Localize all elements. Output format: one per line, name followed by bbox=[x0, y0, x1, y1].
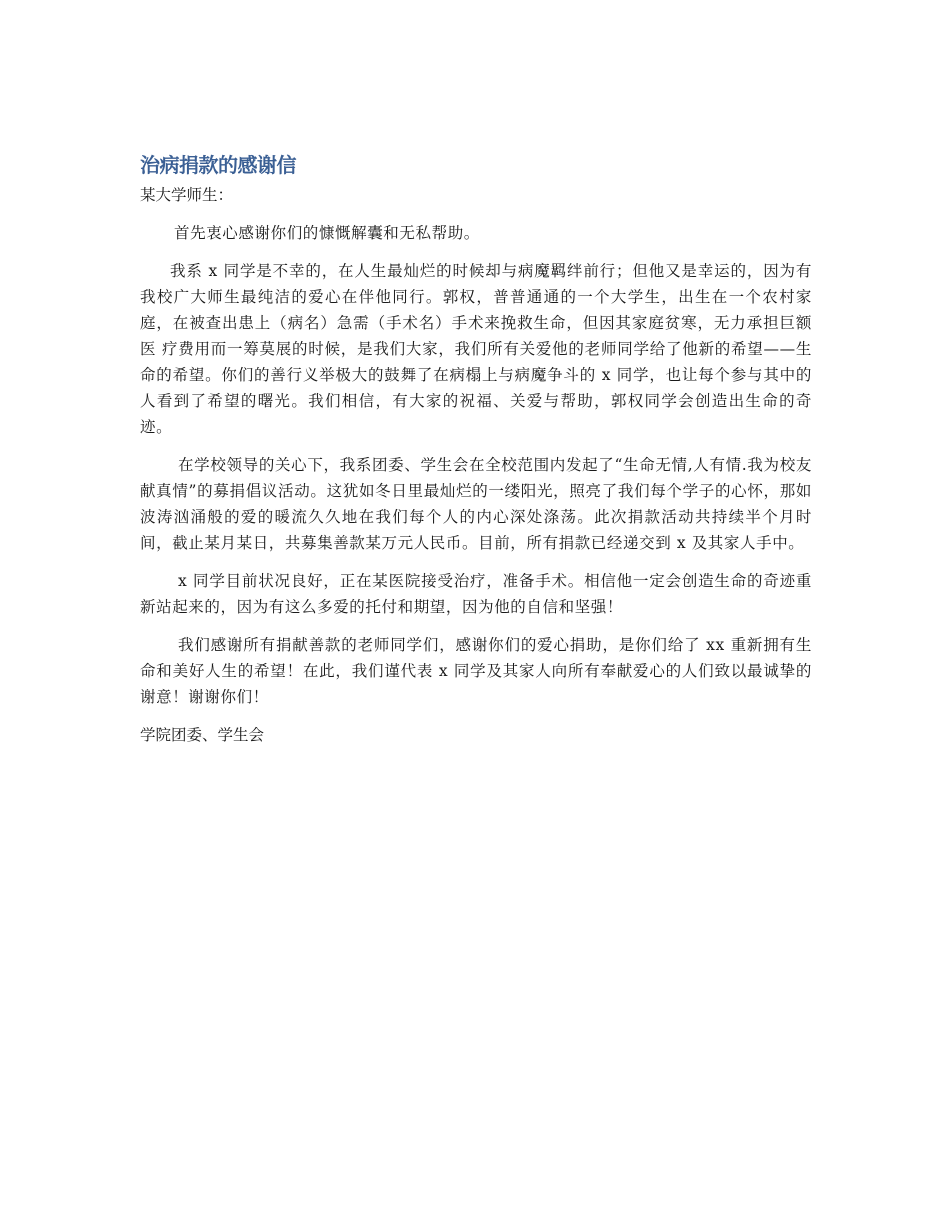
paragraph-campaign: 在学校领导的关心下，我系团委、学生会在全校范围内发起了“生命无情,人有情.我为校友献真情”的募捐倡议活动。这犹如冬日里最灿烂的一缕阳光，照亮了我们每个学子的心怀，那如波涛汹涌般的爱的暖流久久地在我们每个人的内心深处涤荡。此次捐款活动共持续半个月时间，截止某月某日，共募集善款某万元人民币。目前，所有捐款已经递交到 x 及其家人手中。 bbox=[140, 456, 812, 552]
letter-signature: 学院团委、学生会 bbox=[140, 726, 265, 744]
letter-body bbox=[140, 150, 812, 748]
letter-salutation: 某大学师生： bbox=[140, 186, 234, 204]
paragraph-gratitude: 我们感谢所有捐献善款的老师同学们，感谢你们的爱心捐助，是你们给了 xx 重新拥有生命和美好人生的希望！在此，我们谨代表 x 同学及其家人向所有奉献爱心的人们致以最诚挚的谢意！谢谢你们！ bbox=[140, 636, 812, 706]
paragraph-thanks: 首先衷心感谢你们的慷慨解囊和无私帮助。 bbox=[174, 224, 480, 242]
letter-title: 治病捐款的感谢信 bbox=[140, 153, 296, 177]
paragraph-status: x 同学目前状况良好，正在某医院接受治疗，准备手术。相信他一定会创造生命的奇迹重新站起来的，因为有这么多爱的托付和期望，因为他的自信和坚强！ bbox=[140, 572, 812, 616]
paragraph-story: 我系 x 同学是不幸的，在人生最灿烂的时候却与病魔羁绊前行；但他又是幸运的，因为有我校广大师生最纯洁的爱心在伴他同行。郭权，普普通通的一个大学生，出生在一个农村家庭，在被查出患上（病名）急需（手术名）手术来挽救生命，但因其家庭贫寒，无力承担巨额医 疗费用而一筹莫展的时候，是我们大家，我们所有关爱他的老师同学给了他新的希望——生命的希望。你们的善行义举极大的鼓舞了在病榻上与病魔争斗的 x 同学，也让每个参与其中的人看到了希望的曙光。我们相信，有大家的祝福、关爱与帮助，郭权同学会创造出生命的奇迹。 bbox=[140, 262, 812, 436]
